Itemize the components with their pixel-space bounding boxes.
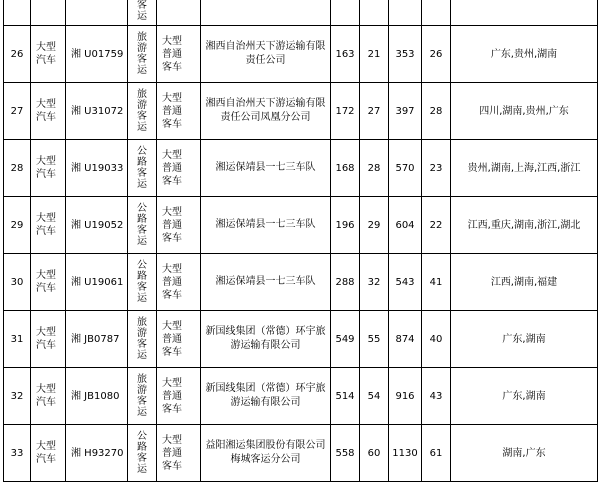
cell-num4: 28 [422,83,451,140]
cell-num4: 61 [422,425,451,482]
cell-num4 [422,0,451,26]
cell-vehicle-class: 大型普通客车 [157,26,201,83]
table-row [4,311,598,368]
cell-vehicle-class: 大型普通客车 [157,254,201,311]
cell-routes: 广东,贵州,湖南 [451,26,598,83]
cell-vehicle-type: 大型汽车 [31,254,66,311]
cell-vehicle-type: 大型汽车 [31,140,66,197]
cell-no: 27 [4,83,31,140]
cell-vehicle-type: 大型汽车 [31,197,66,254]
cell-plate: 湘 U19052 [66,197,128,254]
cell-num2: 28 [360,140,389,197]
cell-plate: 湘 U31072 [66,83,128,140]
cell-business-type: 旅游客运 [128,83,157,140]
cell-routes: 广东,湖南 [451,311,598,368]
cell-vehicle-class: 大型普通客车 [157,425,201,482]
cell-num3: 1130 [389,425,422,482]
cell-no: 33 [4,425,31,482]
cell-operator: 湘运保靖县一七三车队 [201,197,331,254]
cell-num2: 54 [360,368,389,425]
cell-num4: 22 [422,197,451,254]
cell-num3: 570 [389,140,422,197]
cell-vehicle-type [31,0,66,26]
cell-vehicle-class: 大型普通客车 [157,368,201,425]
table-row [4,83,598,140]
cell-vehicle-class: 大型普通客车 [157,311,201,368]
table-row [4,368,598,425]
cell-num1: 172 [331,83,360,140]
cell-num4: 23 [422,140,451,197]
table-row [4,0,598,26]
cell-num2: 29 [360,197,389,254]
cell-operator [201,0,331,26]
table-row [4,26,598,83]
cell-plate [66,0,128,26]
table-row [4,425,598,482]
cell-operator: 益阳湘运集团股份有限公司梅城客运分公司 [201,425,331,482]
cell-num1: 549 [331,311,360,368]
vehicle-table [3,0,598,482]
cell-vehicle-type: 大型汽车 [31,83,66,140]
cell-vehicle-class: 大型普通客车 [157,140,201,197]
cell-business-type: 公路客运 [128,425,157,482]
cell-num2: 55 [360,311,389,368]
cell-vehicle-type: 大型汽车 [31,26,66,83]
cell-routes: 贵州,湖南,上海,江西,浙江 [451,140,598,197]
cell-routes: 江西,重庆,湖南,浙江,湖北 [451,197,598,254]
cell-plate: 湘 U01759 [66,26,128,83]
cell-routes: 广东,湖南 [451,368,598,425]
cell-vehicle-type: 大型汽车 [31,425,66,482]
cell-num2: 60 [360,425,389,482]
cell-num1: 163 [331,26,360,83]
cell-num3: 604 [389,197,422,254]
table-row [4,197,598,254]
cell-num2 [360,0,389,26]
cell-num1: 514 [331,368,360,425]
cell-plate: 湘 U19033 [66,140,128,197]
cell-business-type: 公路客运 [128,254,157,311]
cell-no [4,0,31,26]
cell-routes: 江西,湖南,福建 [451,254,598,311]
cell-business-type: 公路客运 [128,140,157,197]
cell-no: 28 [4,140,31,197]
cell-num4: 41 [422,254,451,311]
cell-plate: 湘 JB1080 [66,368,128,425]
cell-num4: 43 [422,368,451,425]
cell-num2: 32 [360,254,389,311]
cell-operator: 湘西自治州天下游运输有限责任公司 [201,26,331,83]
cell-operator: 新国线集团（常德）环宇旅游运输有限公司 [201,311,331,368]
cell-vehicle-type: 大型汽车 [31,311,66,368]
cell-plate: 湘 H93270 [66,425,128,482]
cell-num1: 288 [331,254,360,311]
cell-vehicle-class: 大型普通客车 [157,197,201,254]
cell-num3: 916 [389,368,422,425]
cell-business-type: 客运 [128,0,157,26]
cell-no: 30 [4,254,31,311]
cell-num2: 21 [360,26,389,83]
cell-num4: 40 [422,311,451,368]
cell-business-type: 旅游客运 [128,311,157,368]
table-row [4,140,598,197]
cell-num2: 27 [360,83,389,140]
cell-routes: 四川,湖南,贵州,广东 [451,83,598,140]
cell-num4: 26 [422,26,451,83]
cell-num3: 353 [389,26,422,83]
cell-num3: 397 [389,83,422,140]
cell-plate: 湘 JB0787 [66,311,128,368]
cell-no: 29 [4,197,31,254]
cell-no: 32 [4,368,31,425]
cell-operator: 湘运保靖县一七三车队 [201,254,331,311]
cell-business-type: 旅游客运 [128,26,157,83]
cell-plate: 湘 U19061 [66,254,128,311]
cell-num1: 168 [331,140,360,197]
cell-num3: 543 [389,254,422,311]
cell-no: 31 [4,311,31,368]
cell-num1 [331,0,360,26]
cell-no: 26 [4,26,31,83]
cell-num3 [389,0,422,26]
cell-routes: 湖南,广东 [451,425,598,482]
cell-num3: 874 [389,311,422,368]
cell-routes [451,0,598,26]
cell-operator: 新国线集团（常德）环宇旅游运输有限公司 [201,368,331,425]
table-row [4,254,598,311]
cell-num1: 558 [331,425,360,482]
cell-vehicle-type: 大型汽车 [31,368,66,425]
cell-operator: 湘运保靖县一七三车队 [201,140,331,197]
cell-vehicle-class: 大型普通客车 [157,83,201,140]
cell-business-type: 旅游客运 [128,368,157,425]
cell-vehicle-class [157,0,201,26]
cell-num1: 196 [331,197,360,254]
cell-operator: 湘西自治州天下游运输有限责任公司凤凰分公司 [201,83,331,140]
cell-business-type: 公路客运 [128,197,157,254]
